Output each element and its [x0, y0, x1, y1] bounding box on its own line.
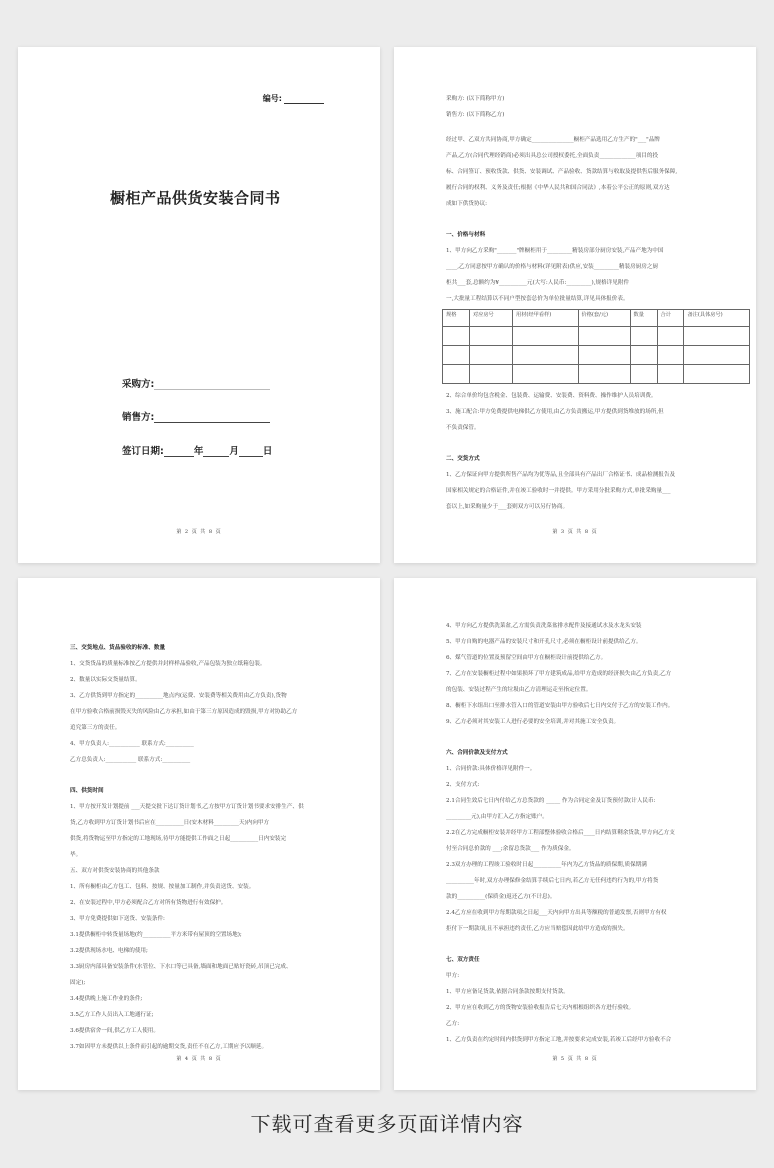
table-cell: [513, 365, 578, 384]
text-line: 国家相关规定的合格证件,并在竣工验收时一并提供。甲方采用分批采购方式,单批采购量___: [446, 488, 671, 494]
page-body: [446, 91, 723, 515]
contract-page-3: [394, 47, 756, 563]
table-cell: [443, 346, 470, 365]
text-line: 追究第三方的责任。: [70, 725, 121, 731]
text-line: 2、数量以实际交货量结算。: [70, 677, 141, 683]
text-line: 在甲方验收合格前损毁灭失的风险由乙方承担,如由于第三方原因造成的毁损,甲方对协助乙方: [70, 709, 298, 715]
table-cell: [630, 346, 657, 365]
text-line: 经过甲、乙双方共同协商,甲方确定_______________橱柜产品选用乙方生产的"___"品牌: [446, 137, 660, 143]
text-line: 甲方:: [446, 973, 460, 979]
price-table: [442, 309, 750, 384]
text-line: 供货,将货物运至甲方指定的工地现场,待甲方能提供工作面之日起__________日内安装完: [70, 836, 287, 842]
table-cell: [443, 365, 470, 384]
section-heading: 七、双方责任: [446, 957, 480, 963]
text-line: 2、在安装过程中,甲方必须配合乙方对所有货物进行有效保护。: [70, 900, 227, 906]
text-line: 1、所有橱柜由乙方包工、包料、按规、按量加工制作,并负责送货、安装。: [70, 884, 255, 890]
seller-line: [122, 409, 270, 423]
text-line: 3.2提供现场水电、电梯的使用;: [70, 948, 148, 954]
buyer-blank: [154, 380, 270, 390]
text-line: _________元),由甲方汇入乙方指定账户。: [446, 814, 548, 820]
table-header-cell: 用材(经甲看样): [513, 310, 578, 327]
page-number: 第 3 页 共 8 页: [552, 529, 598, 535]
text-line: 3.1提供橱柜中转货量场地(约__________平方米带有屋顶的空置场地);: [70, 932, 242, 938]
page-body: [446, 618, 720, 1048]
text-line: 2.4乙方应在收到甲方每期款项之日起___天内向甲方出具等额税的普通发票,否则甲方有权: [446, 910, 667, 916]
text-line: 3、甲方免费提供如下送货、安装条件:: [70, 916, 165, 922]
day-label: 日: [262, 446, 273, 457]
text-line: 7、乙方在安装橱柜过程中如果损坏了甲方建筑成品,给甲方造成的经济损失由乙方负责,乙方: [446, 671, 672, 677]
buyer-line: [122, 376, 270, 390]
table-row: [443, 346, 750, 365]
text-line: 一,大批量工程结算以不同户型按套总价为单位批量结算,详见具体报价表。: [446, 296, 629, 302]
buyer-label: 采购方:: [122, 379, 155, 390]
text-line: 货,乙方收到甲方订货计划书后应在__________日(安木材料_________天)内向甲方: [70, 820, 270, 826]
month-blank: [203, 447, 229, 457]
section-heading: 二、交货方式: [446, 456, 480, 462]
table-cell: [469, 346, 512, 365]
text-line: 1、交货货品的质量标准按乙方提供并封样样品验收,产品包装为独立纸箱包装。: [70, 661, 266, 667]
contract-code: [263, 93, 324, 104]
text-line: 1、甲方向乙方采购"_______"牌橱柜用于_________精装房部分厨房安装,产品产地为中国: [446, 248, 664, 254]
text-line: 套以上,如采购量少于___套则双方可以另行协商。: [446, 504, 569, 510]
text-line: 2.3双方办理的工程竣工验收时日起__________年内为乙方货品的质保期,质保期满: [446, 862, 647, 868]
code-label: 编号:: [262, 94, 282, 103]
spacer: [446, 937, 720, 946]
text-line: 采购方: (以下简称甲方): [446, 96, 505, 102]
text-line: 3.7如因甲方未提供以上条件而引起的逾期交货,责任不在乙方,工期应予以顺延。: [70, 1044, 268, 1050]
contract-page-4: [18, 578, 380, 1090]
spacer: [446, 212, 720, 221]
table-cell: [578, 327, 630, 346]
table-header-cell: 价格(套/元): [578, 310, 630, 327]
cover-page: [18, 47, 380, 563]
seller-label: 销售方:: [122, 412, 155, 423]
text-line: 五、双方对供货安装协商的其他条款: [70, 868, 160, 874]
table-header-cell: 合计: [657, 310, 684, 327]
text-line: 销售方: (以下简称乙方): [446, 112, 505, 118]
table-row: [443, 365, 750, 384]
table-cell: [578, 346, 630, 365]
table-cell: [469, 327, 512, 346]
seller-blank: [154, 413, 270, 423]
table-header-cell: 规格: [443, 310, 470, 327]
table-row: [443, 327, 750, 346]
text-line: 1、甲方应备足货款,依据合同条款按期支付货款。: [446, 989, 569, 995]
year-blank: [164, 447, 194, 457]
text-line: 1、甲方按开发计划提前 ___天提交批下达订货计划书,乙方按甲方订货计划书要求安排生产、供: [70, 804, 304, 810]
text-line: 3.4提供晚上施工作业的条件;: [70, 996, 143, 1002]
day-blank: [239, 447, 263, 457]
table-cell: [630, 365, 657, 384]
table-cell: [443, 327, 470, 346]
month-label: 月: [229, 446, 239, 457]
text-line: 6、煤气管道的位置及预留空间由甲方在橱柜设计前提供给乙方。: [446, 655, 607, 661]
text-line: 3.3厨房内部具备安装条件(水管位、下水口等已具备,墙面和地面已贴好瓷砖,吊顶已完成、: [70, 964, 292, 970]
table-cell: [684, 327, 750, 346]
page-number: 第 4 页 共 8 页: [176, 1056, 222, 1062]
table-cell: [657, 346, 684, 365]
text-line: 拒付下一期款项,且不承担违约责任,乙方应当赔偿因此给甲方造成的损失。: [446, 926, 629, 932]
date-line: [122, 443, 272, 457]
section-heading: 四、供货时间: [70, 788, 104, 794]
section-heading: 六、合同价款及支付方式: [446, 750, 508, 756]
date-label: 签订日期:: [122, 446, 164, 457]
code-blank: [284, 96, 324, 104]
text-line: 8、橱柜下水组出口至排水管入口的管道安装由甲方验收后七日内交付于乙方的安装工作内。: [446, 703, 674, 709]
text-line: 履行合同的权利、义务及责任;根据《中华人民共和国合同法》,本着公平公正的原则,双方达: [446, 185, 670, 191]
page-number: 第 5 页 共 8 页: [552, 1056, 598, 1062]
text-line: 乙方总负责人:___________ 联系方式:__________: [70, 757, 191, 763]
text-line: 4、甲方向乙方提供洗菜盆,乙方需负责洗菜盆排水配件及接通试水及水龙头安装: [446, 623, 642, 629]
contract-title: 橱柜产品供货安装合同书: [110, 189, 281, 207]
spacer: [70, 768, 344, 777]
text-line: 9、乙方必须对其安装工人进行必要的安全培训,并对其施工安全负责。: [446, 719, 620, 725]
text-line: 成如下供货协议:: [446, 201, 488, 207]
table-cell: [657, 365, 684, 384]
text-line: 的包装、安装过程产生的垃圾由乙方清理运走至指定位置。: [446, 687, 592, 693]
text-line: 1、乙方负责在约定时间内供货到甲方指定工地,并按要求完成安装,若竣工后经甲方验收不合: [446, 1037, 672, 1043]
table-cell: [513, 346, 578, 365]
table-header-cell: 备注(具体房号): [684, 310, 750, 327]
text-line: 2、综合单价均包含税金、包装费、运输费、安装费、资料费、操作维护人员培训费。: [446, 393, 657, 399]
text-line: 5、甲方自购的电器产品的安装尺寸和开孔尺寸,必须在橱柜设计前提供给乙方。: [446, 639, 642, 645]
text-line: 固定);: [70, 980, 86, 986]
spacer: [446, 730, 720, 739]
table-header-cell: 数量: [630, 310, 657, 327]
text-line: 2.2在乙方完成橱柜安装并经甲方工程部整体验收合格后____日内结算剩余货款,甲方向乙方支: [446, 830, 675, 836]
section-heading: 一、价格与材料: [446, 232, 486, 238]
download-caption: 下载可查看更多页面详情内容: [250, 1112, 524, 1136]
table-cell: [513, 327, 578, 346]
table-cell: [578, 365, 630, 384]
text-line: 2、支付方式:: [446, 782, 480, 788]
text-line: 1、合同价款:具体价格详见附件一。: [446, 766, 536, 772]
table-cell: [684, 346, 750, 365]
section-heading: 三、交货地点、货品验收的标准、数量: [70, 645, 166, 651]
text-line: ____,乙方同意按甲方确认的价格与材料(详见附表)供应,安装_________精装房厨房之厨: [446, 264, 659, 270]
table-header-row: [443, 310, 750, 327]
contract-page-5: [394, 578, 756, 1090]
text-line: 柜共___套,总额约为¥__________元(大写:人民币:_________),规格详见附件: [446, 280, 630, 286]
text-line: 3.5乙方工作人员出入工地通行证;: [70, 1012, 154, 1018]
text-line: 付至合同总价款的 ___;余留总货款___ 作为质保金。: [446, 846, 575, 852]
text-line: 2、甲方应在收到乙方的货物安装验收报告后七天内相根组织各方进行验收。: [446, 1005, 635, 1011]
text-line: 4、甲方负责人:___________ 联系方式:__________: [70, 741, 194, 747]
text-line: 3、乙方供货到甲方指定的__________地点内(运费、安装费等相关费用由乙方负责),货物: [70, 693, 287, 699]
text-line: 标、合同签订、预收货款、供货、安装调试、产品验收、货款结算与收取及提供售后服务保障,: [446, 169, 678, 175]
spacer: [446, 436, 720, 445]
table-cell: [684, 365, 750, 384]
table-cell: [657, 327, 684, 346]
spacer: [446, 123, 720, 132]
page-number: 第 2 页 共 8 页: [176, 529, 222, 535]
year-label: 年: [193, 446, 204, 457]
table-cell: [469, 365, 512, 384]
text-line: 1、乙方保证向甲方提供所售产品均为优等品,且全部具有产品出厂合格证书、成品检测报告及: [446, 472, 676, 478]
text-line: 乙方:: [446, 1021, 460, 1027]
text-line: __________年时,双方办理保修金结算手续后七日内,若乙方无任何违约行为的,甲方将货: [446, 878, 659, 884]
table-cell: [630, 327, 657, 346]
text-line: 不负责保管。: [446, 425, 480, 431]
text-line: 款的__________(保质金)返还乙方(不计息)。: [446, 894, 556, 900]
text-line: 3、施工配合:甲方免费提供电梯供乙方使用,由乙方负责搬运,甲方提供到货堆放的场所,但: [446, 409, 664, 415]
page-body: [70, 634, 344, 1055]
text-line: 3.6提供宿舍一间,供乙方工人使用。: [70, 1028, 159, 1034]
text-line: 2.1合同生效后七日内付给乙方总货款的 _____ 作为合同定金及订货预付款(计人民币:: [446, 798, 656, 804]
table-header-cell: 对应房号: [469, 310, 512, 327]
text-line: 毕。: [70, 852, 82, 858]
text-line: 产品,乙方(合同代理经销商)必须出具总公司授权委托,全面负责_____________项目的投: [446, 153, 659, 159]
